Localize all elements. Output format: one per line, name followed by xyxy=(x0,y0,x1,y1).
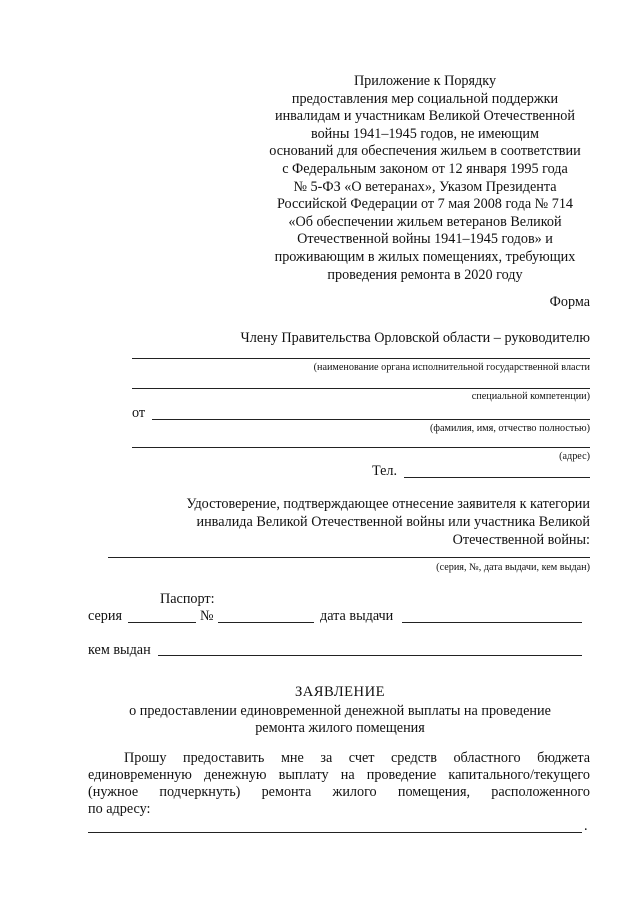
certificate-line-1: Удостоверение, подтверждающее отнесение заявителя к категории xyxy=(186,496,590,512)
issue-date-line[interactable] xyxy=(402,622,582,623)
appendix-line: Приложение к Порядку xyxy=(353,73,497,89)
appendix-line: оснований для обеспечения жильем в соответствии xyxy=(269,143,581,160)
phone-line[interactable] xyxy=(404,477,590,478)
appendix-line: войны 1941–1945 годов, не имеющим xyxy=(310,125,539,142)
appendix-line: проведения ремонта в 2020 году xyxy=(327,266,523,283)
statement-body-line-4: по адресу: xyxy=(88,801,151,817)
organ-name-line[interactable] xyxy=(132,358,590,359)
addressee: Члену Правительства Орловской области – руководителю xyxy=(240,330,590,346)
address-hint: (адрес) xyxy=(559,451,590,462)
competence-line[interactable] xyxy=(132,388,590,389)
appendix-line: Отечественной войны 1941–1945 годов» и xyxy=(297,231,553,248)
from-label: от xyxy=(132,405,146,421)
residence-address-line[interactable] xyxy=(88,832,582,833)
fio-line[interactable] xyxy=(152,419,590,420)
number-label: № xyxy=(200,608,214,624)
appendix-line: № 5-ФЗ «О ветеранах», Указом Президента xyxy=(293,178,557,195)
appendix-header xyxy=(240,73,610,284)
appendix-line: с Федеральным законом от 12 января 1995 года xyxy=(282,160,568,177)
number-line[interactable] xyxy=(218,622,314,623)
appendix-line: проживающим в жилых помещениях, требующих xyxy=(274,248,576,265)
series-label: серия xyxy=(88,608,122,624)
competence-hint: специальной компетенции) xyxy=(471,391,590,402)
statement-body-line-1: Прошу предоставить мне за счет средств областного бюджета xyxy=(124,750,590,766)
appendix-line: Российской Федерации от 7 мая 2008 года № 714 xyxy=(276,196,574,213)
certificate-details-line[interactable] xyxy=(108,557,590,558)
address-line[interactable] xyxy=(132,447,590,448)
certificate-line-2: инвалида Великой Отечественной войны или участника Великой xyxy=(196,514,590,530)
issued-by-line[interactable] xyxy=(158,655,582,656)
certificate-line-3: Отечественной войны: xyxy=(452,532,590,548)
document-hint: (серия, №, дата выдачи, кем выдан) xyxy=(436,562,590,573)
passport-label: Паспорт: xyxy=(160,591,215,607)
appendix-line: инвалидам и участникам Великой Отечественной xyxy=(275,108,575,125)
form-label: Форма xyxy=(549,294,590,310)
organ-hint: (наименование органа исполнительной государственной власти xyxy=(313,362,590,373)
statement-subtitle-2: ремонта жилого помещения xyxy=(255,720,425,736)
fio-hint: (фамилия, имя, отчество полностью) xyxy=(430,423,590,434)
end-mark: . xyxy=(584,818,588,834)
appendix-line: «Об обеспечении жильем ветеранов Великой xyxy=(288,213,562,230)
appendix-line: предоставления мер социальной поддержки xyxy=(291,90,559,107)
statement-body-line-3: (нужное подчеркнуть) ремонта жилого помещения, расположенного xyxy=(88,784,590,800)
issued-by-label: кем выдан xyxy=(88,642,151,658)
phone-label: Тел. xyxy=(372,463,398,479)
statement-body-line-2: единовременную денежную выплату на проведение капитального/текущего xyxy=(88,767,590,783)
statement-title: ЗАЯВЛЕНИЕ xyxy=(294,684,386,700)
issue-date-label: дата выдачи xyxy=(320,608,394,624)
statement-subtitle-1: о предоставлении единовременной денежной выплаты на проведение xyxy=(129,703,551,719)
series-line[interactable] xyxy=(128,622,196,623)
